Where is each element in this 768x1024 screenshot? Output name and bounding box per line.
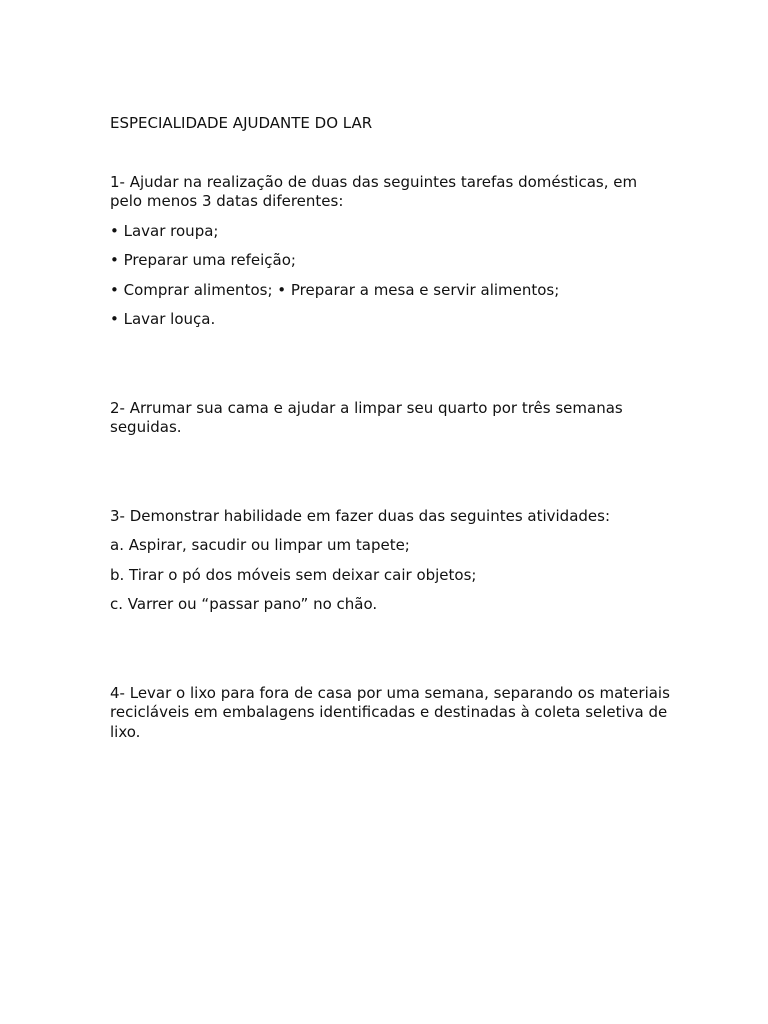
section-3-item-b: b. Tirar o pó dos móveis sem deixar cair objetos;	[110, 565, 477, 584]
section-4-heading: 4- Levar o lixo para fora de casa por uma semana, separando os materiais recicláveis em embalagens identificadas e destinadas à coleta seletiva de lixo.	[110, 683, 670, 741]
section-spacer	[110, 340, 670, 399]
section-1-heading: 1- Ajudar na realização de duas das seguintes tarefas domésticas, em pelo menos 3 datas diferentes:	[110, 172, 638, 210]
document-title: ESPECIALIDADE AJUDANTE DO LAR	[110, 114, 373, 132]
section-2-heading: 2- Arrumar sua cama e ajudar a limpar seu quarto por três semanas seguidas.	[110, 398, 623, 436]
section-1-item-4: • Lavar louça.	[110, 310, 216, 328]
section-3-item-a: a. Aspirar, sacudir ou limpar um tapete;	[110, 536, 410, 554]
section-spacer	[110, 625, 670, 684]
section-3-item-c: c. Varrer ou “passar pano” no chão.	[110, 595, 378, 613]
document-content	[110, 114, 670, 752]
section-1-item-3: • Comprar alimentos; • Preparar a mesa e servir alimentos;	[110, 280, 560, 299]
section-3-heading: 3- Demonstrar habilidade em fazer duas das seguintes atividades:	[110, 506, 611, 525]
section-1-item-1: • Lavar roupa;	[110, 221, 219, 240]
section-1-item-2: • Preparar uma refeição;	[110, 251, 296, 269]
section-spacer	[110, 448, 670, 507]
